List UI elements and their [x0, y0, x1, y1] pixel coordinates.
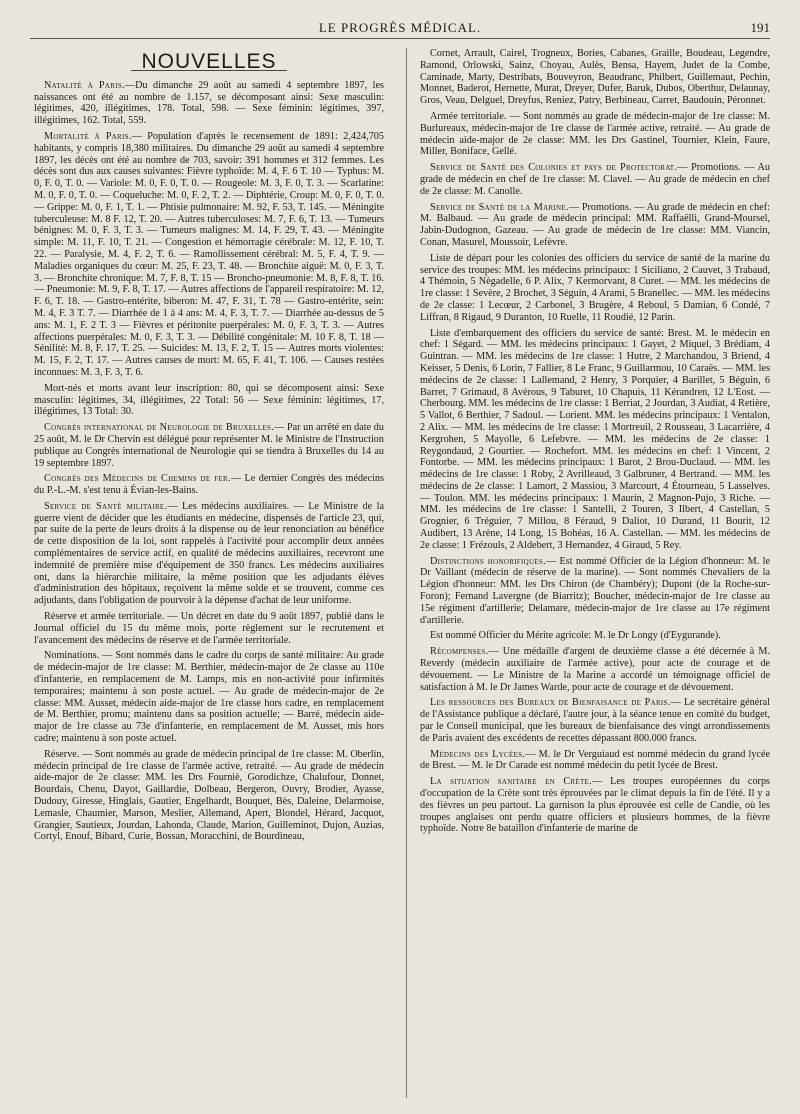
paragraph-heading: Congrès international de Neurologie de Bruxelles. — [44, 422, 275, 434]
paragraph-text: — Les médecins auxiliaires. — Le Ministre de la guerre vient de décider que les étudiants en médecine, dispensés de l'article 23, qui, par suite de la perte de leurs droits à la dispense ou de leur renonciation au bénéfice de cette disposition de la loi, sont rappelés à l'activité pour accomplir deux années complémentaires de service actif, en qualité de médecins auxiliaires, recevront une indemnité de première mise d'équipement de 350 francs. Les médecins auxiliaires ont, dans la hiérarchie militaire, la même position que les adjudants élèves d'administration des hôpitaux, reçoivent la même solde et se trouvent, comme ces adjudants, dans l'obligation de pourvoir à la dépense d'achat de leur uniforme. — [34, 500, 384, 607]
paragraph — [34, 650, 384, 744]
paragraph-text: Réserve et armée territoriale. — Un décret en date du 9 août 1897, publié dans le Journal officiel du 15 du même mois, porte règlement sur le recrutement et l'avancement des médecins de réserve et de l'armée territoriale. — [34, 611, 384, 646]
paragraph — [34, 383, 384, 418]
paragraph — [420, 749, 770, 773]
paragraph-text: — M. le Dr Verguiaud est nommé médecin du grand lycée de Brest. — M. le Dr Carade est nommé médecin du petit lycée de Brest. — [420, 748, 771, 772]
paragraph-heading: La situation sanitaire en Crète. — [430, 776, 592, 788]
paragraph-heading: Service de Santé militaire. — [44, 500, 168, 512]
paragraph — [420, 556, 770, 627]
paragraph-heading: Service de Santé de la Marine. — [430, 201, 569, 213]
paragraph-text: — Population d'après le recensement de 1891: 2,424,705 habitants, y compris 18,380 militaires. Du dimanche 29 août au samedi 4 septembre 1897, les décès ont été au nombre de 703, savoir: 391 hommes et 312 femmes. Les décès sont dus aux causes suivantes: Fièvre typhoïde: M. 4, F. 6 T. 10 — Typhus: M. 0, F. 0, T. 0. — Variole: M. 0, F. 0, T. 0. — Rougeole: M. 3, F. 0, T. 3. — Scarlatine: M. 0, F. 0, T. 0. — Coqueluche: M. 0, F. 2, T. 2. — Diphtérie, Croup: M. 0, F. 0, T. 0. — Grippe: M. 0, F. 1, T. 1. — Phtisie pulmonaire: M. 92, F. 53, T. 145. — Méningite tuberculeuse: M. 8 F. 12, T. 20. — Autres tuberculoses: M. 7, F. 6, T. 13. — Tumeurs bénignes: M. 0, F. 3, T. 3. — Tumeurs malignes: M. 14, F. 29, T. 43. — Méningite simple: M. 11, F. 10, T. 21. — Congestion et hémorragie cérébrale: M. 12, F. 10, T. 22. — Paralysie, M. 4, F. 2, T. 6. — Ramollissement cérébral: M. 5, F. 4, T. 9. — Maladies organiques du cœur: M. 25, F. 23, T. 48. — Bronchite aiguë: M. 0, F. 3, T. 3. — Bronchite chronique: M. 7, F. 8, T. 15 — Broncho-pneumonie: M. 8, F. 8, T. 16. — Pneumonie: M. 9, F. 8, T. 17. — Autres affections de l'appareil respiratoire: M. 12, F. 6, T. 18. — Gastro-entérite, biberon: M. 47, F. 31, T. 78 — Gastro-entérite, sein: M. 4, F. 3 T. 7. — Diarrhée de 1 à 4 ans: M. 4, F. 3, T. 7. — Diarrhée au-dessus de 5 ans: M. 1, F. 2 T. 3 — Fièvres et péritonite puerpérales: M. 0, F. 3, T. 3. — Autres affections puerpérales: M. 0, F. 3, T. 3. — Débilité congénitale: M. 10 F. 8, T. 18 — Sénilité: M. 8, F. 17, T. 25. — Suicides: M. 13, F. 2, T. 15 — Autres morts violentes: M. 15, F. 2, T. 17. — Autres causes de mort: M. 65, F. 41, T. 106. — Causes restées inconnues: M. 3, F. 3, T. 6. — [34, 130, 384, 378]
paragraph — [420, 697, 770, 744]
paragraph-text: — Est nommé Officier de la Légion d'honneur: M. le Dr Vaillant (médecin de réserve de la marine). — Sont nommés Chevaliers de la Légion d'honneur: MM. les Drs Chiron (de Chambéry); Dupont (de la Roche-sur-Foron); Fernand Lavergne (de Biarritz); Boucher, médecin-major de 1re classe au 15e régiment d'artillerie; Delamare, médecin-major de 1re classe au 17e régiment d'artillerie. — [420, 555, 771, 626]
page-header — [30, 12, 770, 39]
right-column — [420, 48, 770, 839]
paragraph-text: Cornet, Arrault, Cairel, Trogneux, Bories, Cabanes, Graille, Boudeau, Legendre, Ramond, Orlowski, Sainz, Choyau, Aulès, Bensa, Hayem, Judet de la Combe, Caminade, Marty, Destribats, Bouveyron, Beaudranc, Philbert, Guillemaut, Pechin, Monnet, Baderot, Hernette, Murat, Dreyer, Dufer, Baruk, Dubos, Oberthur, Delaunay, Gros, Veau, Delguel, Dreyfus, Reniez, Patry, Berbineau, Carret, Baudouin, Péronnet. — [420, 48, 770, 107]
paragraph — [420, 202, 770, 249]
paragraph-heading: Mortalité à Paris. — [44, 130, 132, 142]
paragraph-text: Liste de départ pour les colonies des officiers du service de santé de la marine du service des troupes: MM. les médecins principaux: 1 Siciliano, 2 Cauvet, 3 Trabaud, 4 Thémoin, 5 Nègadelle, 6 P. Alix, 7 Kermorvant, 8 Curet. — MM. les médecins de 1re classe: 1 Sevère, 2 Brochet, 3 Séguin, 4 Arami, 5 Branellec. — MM. les médecins de 2e classe: 1 Lecœur, 2 Carbonel, 3 Brugère, 4 Reboul, 5 Damian, 6 Condé, 7 Liffran, 8 Rigaud, 9 Duranton, 10 Ruelle, 11 Roudié, 12 Parin. — [420, 252, 770, 323]
section-title: NOUVELLES — [131, 54, 286, 71]
paragraph-heading: Congrès des Médecins de Chemins de fer. — [44, 473, 231, 485]
paragraph-heading: Service de Santé des Colonies et pays de Protectorat. — [430, 162, 678, 174]
paragraph-text: Réserve. — Sont nommés au grade de médecin principal de 1re classe: M. Oberlin, médecin principal de 1re classe de l'armée active, retraité. — Au grade de médecin aide-major de 2e classe: MM. les Drs Fourniè, Gorodichze, Chalufour, Donnet, Bourdais, Chenu, Dayot, Gaillardie, Dolbeau, Bergeron, Ouvry, Brodier, Ayasse, Dudouy, Giresse, Hinglais, Gautier, Engelhardt, Bouquet, Bès, Daleine, Delarmoise, Lemasle, Chaumier, Marson, Meslier, Allemand, Apert, Blondel, Hérard, Jacquot, Grangier, Sautieux, Jourdan, Lahonda, Claude, Marion, Guilleminot, Dujon, Auzias, Cortyl, Enouf, Bibard, Curie, Bossan, Moracchini, de Bourdineau, — [34, 748, 384, 843]
right-paragraphs — [420, 48, 770, 835]
paragraph — [420, 630, 770, 642]
paragraph — [34, 422, 384, 469]
paragraph-text: Liste d'embarquement des officiers du service de santé: Brest. M. le médecin en chef: 1 Ségard. — MM. les médecins principaux: 1 Gayet, 2 Miquel, 3 Brédiam, 4 Guintran. — MM. les médecins de 1re classe: 1 Hutre, 2 Marchandou, 3 Briend, 4 Keisser, 5 Denis, 6 Lorin, 7 Fallier, 8 Le Franc, 9 Guillarmou, 10 Caraës. — MM. les médecins de 2e classe: 1 Lallemand, 2 Henry, 3 Porquier, 4 Barillet, 5 Béguin, 6 Barret, 7 Grimaud, 8 Avérous, 9 Taburet, 10 Chapuis, 11 Kérandren, 12 L'Eost. — Cherbourg. MM. les médecins de 1re classe: 1 Berriat, 2 Jourdan, 3 Audiat, 4 Retière, 5 Vallot, 6 Berthier, 7 Sadoul. — Lorient. MM. les médecins principaux: 1 Ventalon, 2 Alix. — MM. les médecins de 1re classe: 1 Mortreuil, 2 Rousseau, 3 Lacarrière, 4 Kergrohen, 5 Mayolle, 6 Lefebvre. — MM. les médecins de 2e classe: 1 Reygondaud, 2 Gourtier. — Rochefort. MM. les médecins en chef: 1 Vincent, 2 Fontorbe. — MM. les médecins principaux: 1 Barot, 2 Brou-Duclaud. — MM. les médecins de 1re classe: 1 Roby, 2 Avrilleaud, 3 Galbruner, 4 Bertrand. — MM. les médecins de 2e classe: 1 Lamort, 2 Massiou, 3 Marcourt, 4 Étourneau, 5 Lasselves. — Toulon. MM. les médecins principaux: 1 Maurin, 2 Magnon-Pujo, 3 Riche. — MM. les médecins de 1re classe: 1 Santelli, 2 Touren, 3 Ilbert, 4 Castellan, 5 Grognier, 6 Tréguier, 7 Millou, 8 Féraud, 9 Daliot, 10 Durand, 11 Bourit, 12 Audibert, 13 Arène, 14 Long, 15 Bohéas, 16 A. Castellan. — MM. les médecins de 2e classe: 1 Frézouls, 2 Aldebert, 3 Hernandez, 4 Giraud, 5 Rey. — [420, 327, 770, 551]
paragraph-heading: Médecins des Lycées. — [430, 748, 526, 760]
paragraph — [420, 328, 770, 552]
running-title: LE PROGRÈS MÉDICAL. — [318, 20, 482, 35]
paragraph-text: — Promotions. — Au grade de médecin en chef: M. Balbaud. — Au grade de médecin principal: MM. Raffaëlli, Grand-Moursel, Jabin-Dudognon, Gazeau. — Au grade de médecin de 1re classe: MM. Viancin, Conan, Masurel, Moussoir, Lefèvre. — [420, 201, 770, 248]
paragraph — [34, 611, 384, 646]
paragraph-text: — Les troupes européennes du corps d'occupation de la Crète sont très éprouvées par le climat depuis la fin de l'été. Il y a des fièvres un peu partout. La garnison la plus éprouvée est celle de Candie, où les troupes anglaises ont perdu quatre officiers et plusieurs hommes, de la fièvre typhoïde. Notre 8e bataillon d'infanterie de marine de — [420, 776, 770, 835]
paragraph-text: — Le dernier Congrès des médecins du P.-L.-M. s'est tenu à Évian-les-Bains. — [34, 473, 384, 497]
paragraph-text: Est nommé Officier du Mérite agricole: M. le Dr Longy (d'Eygurande). — [430, 630, 721, 642]
paragraph-text: — Par un arrêté en date du 25 août, M. le Dr Chervin est délégué pour représenter M. le Ministre de l'Instruction publique au Congrès international de Neurologie qui se tiendra à Bruxelles du 14 au 19 septembre 1897. — [34, 422, 384, 469]
paragraph-heading: Les ressources des Bureaux de Bienfaisance de Paris. — [430, 697, 671, 709]
section-title-wrap — [34, 50, 384, 73]
paragraph — [34, 473, 384, 497]
paragraph — [34, 80, 384, 127]
paragraph — [420, 162, 770, 197]
paragraph — [34, 131, 384, 379]
paragraph — [420, 111, 770, 158]
paragraph — [420, 646, 770, 693]
left-paragraphs — [34, 80, 384, 843]
paragraph-text: Armée territoriale. — Sont nommés au grade de médecin-major de 1re classe: M. Burlureaux, médecin-major de 1re classe de l'armée active, retraité. — Au grade de médecin aide-major de 2e classe: MM. les Drs Gastinel, Tournier, Klein, Faure, Miller, Boniface, Gellé. — [420, 110, 770, 158]
paragraph — [34, 501, 384, 607]
paragraph-text: — Promotions. — Au grade de médecin en chef de 1re classe: M. Clavel. — Au grade de médecin en chef de 2e classe: M. Canolle. — [420, 162, 770, 197]
paragraph-text: Nominations. — Sont nommés dans le cadre du corps de santé militaire: Au grade de médecin-major de 1re classe: M. Berthier, médecin-major de 2e classe au 110e d'infanterie, en remplacement de M. Lamps, mis en non-activité pour infirmités temporaires; maintenu à son poste actuel. — Au grade de médecin-major de 2e classe: MM. Ausset, médecin aide-major de 1re classe hors cadre, en remplacement de M. Berthier, promu; maintenu dans sa position actuelle; — Barré, médecin aide-major de 1re classe au 73e d'infanterie, en remplacement de M. Ausset, mis hors cadre; maintenu à son poste actuel. — [34, 650, 384, 745]
paragraph-text: — Une médaille d'argent de deuxième classe a été décernée à M. Reverdy (médecin auxiliaire de l'armée active), pour acte de courage et de dévouement. — Le Ministre de la Marine a accordé un témoignage officiel de satisfaction à M. le Dr James Warde, pour acte de courage et de dévouement. — [420, 646, 770, 693]
paragraph — [34, 749, 384, 843]
paragraph-heading: Distinctions honorifiques. — [430, 555, 546, 567]
paragraph-text: — Le secrétaire général de l'Assistance publique a déclaré, l'autre jour, à la séance tenue en comité du budget, par le Conseil municipal, que les bureaux de bienfaisance des vingt arrondissements de Paris avaient des excédents de recettes dépassant 800.000 francs. — [420, 697, 771, 744]
paragraph-text: —Du dimanche 29 août au samedi 4 septembre 1897, les naissances ont été au nombre de 1.157, se décomposant ainsi: Sexe masculin: légitimes, 420, illégitimes, 178. Total, 598. — Sexe féminin: légitimes, 397, illégitimes, 162. Total, 559. — [34, 79, 384, 127]
paragraph — [420, 253, 770, 324]
paragraph — [420, 776, 770, 835]
page-number: 191 — [750, 20, 770, 35]
left-column — [34, 48, 384, 847]
paragraph — [420, 48, 770, 107]
paragraph-heading: Récompenses. — [430, 646, 489, 658]
paragraph-heading: Natalité à Paris. — [44, 79, 125, 91]
paragraph-text: Mort-nés et morts avant leur inscription: 80, qui se décomposent ainsi: Sexe masculin: légitimes, 34, illégitimes, 22 Total: 56 — Sexe féminin: légitimes, 17, illégitimes, 13 Total: 30. — [34, 382, 384, 418]
column-divider — [406, 48, 407, 1098]
